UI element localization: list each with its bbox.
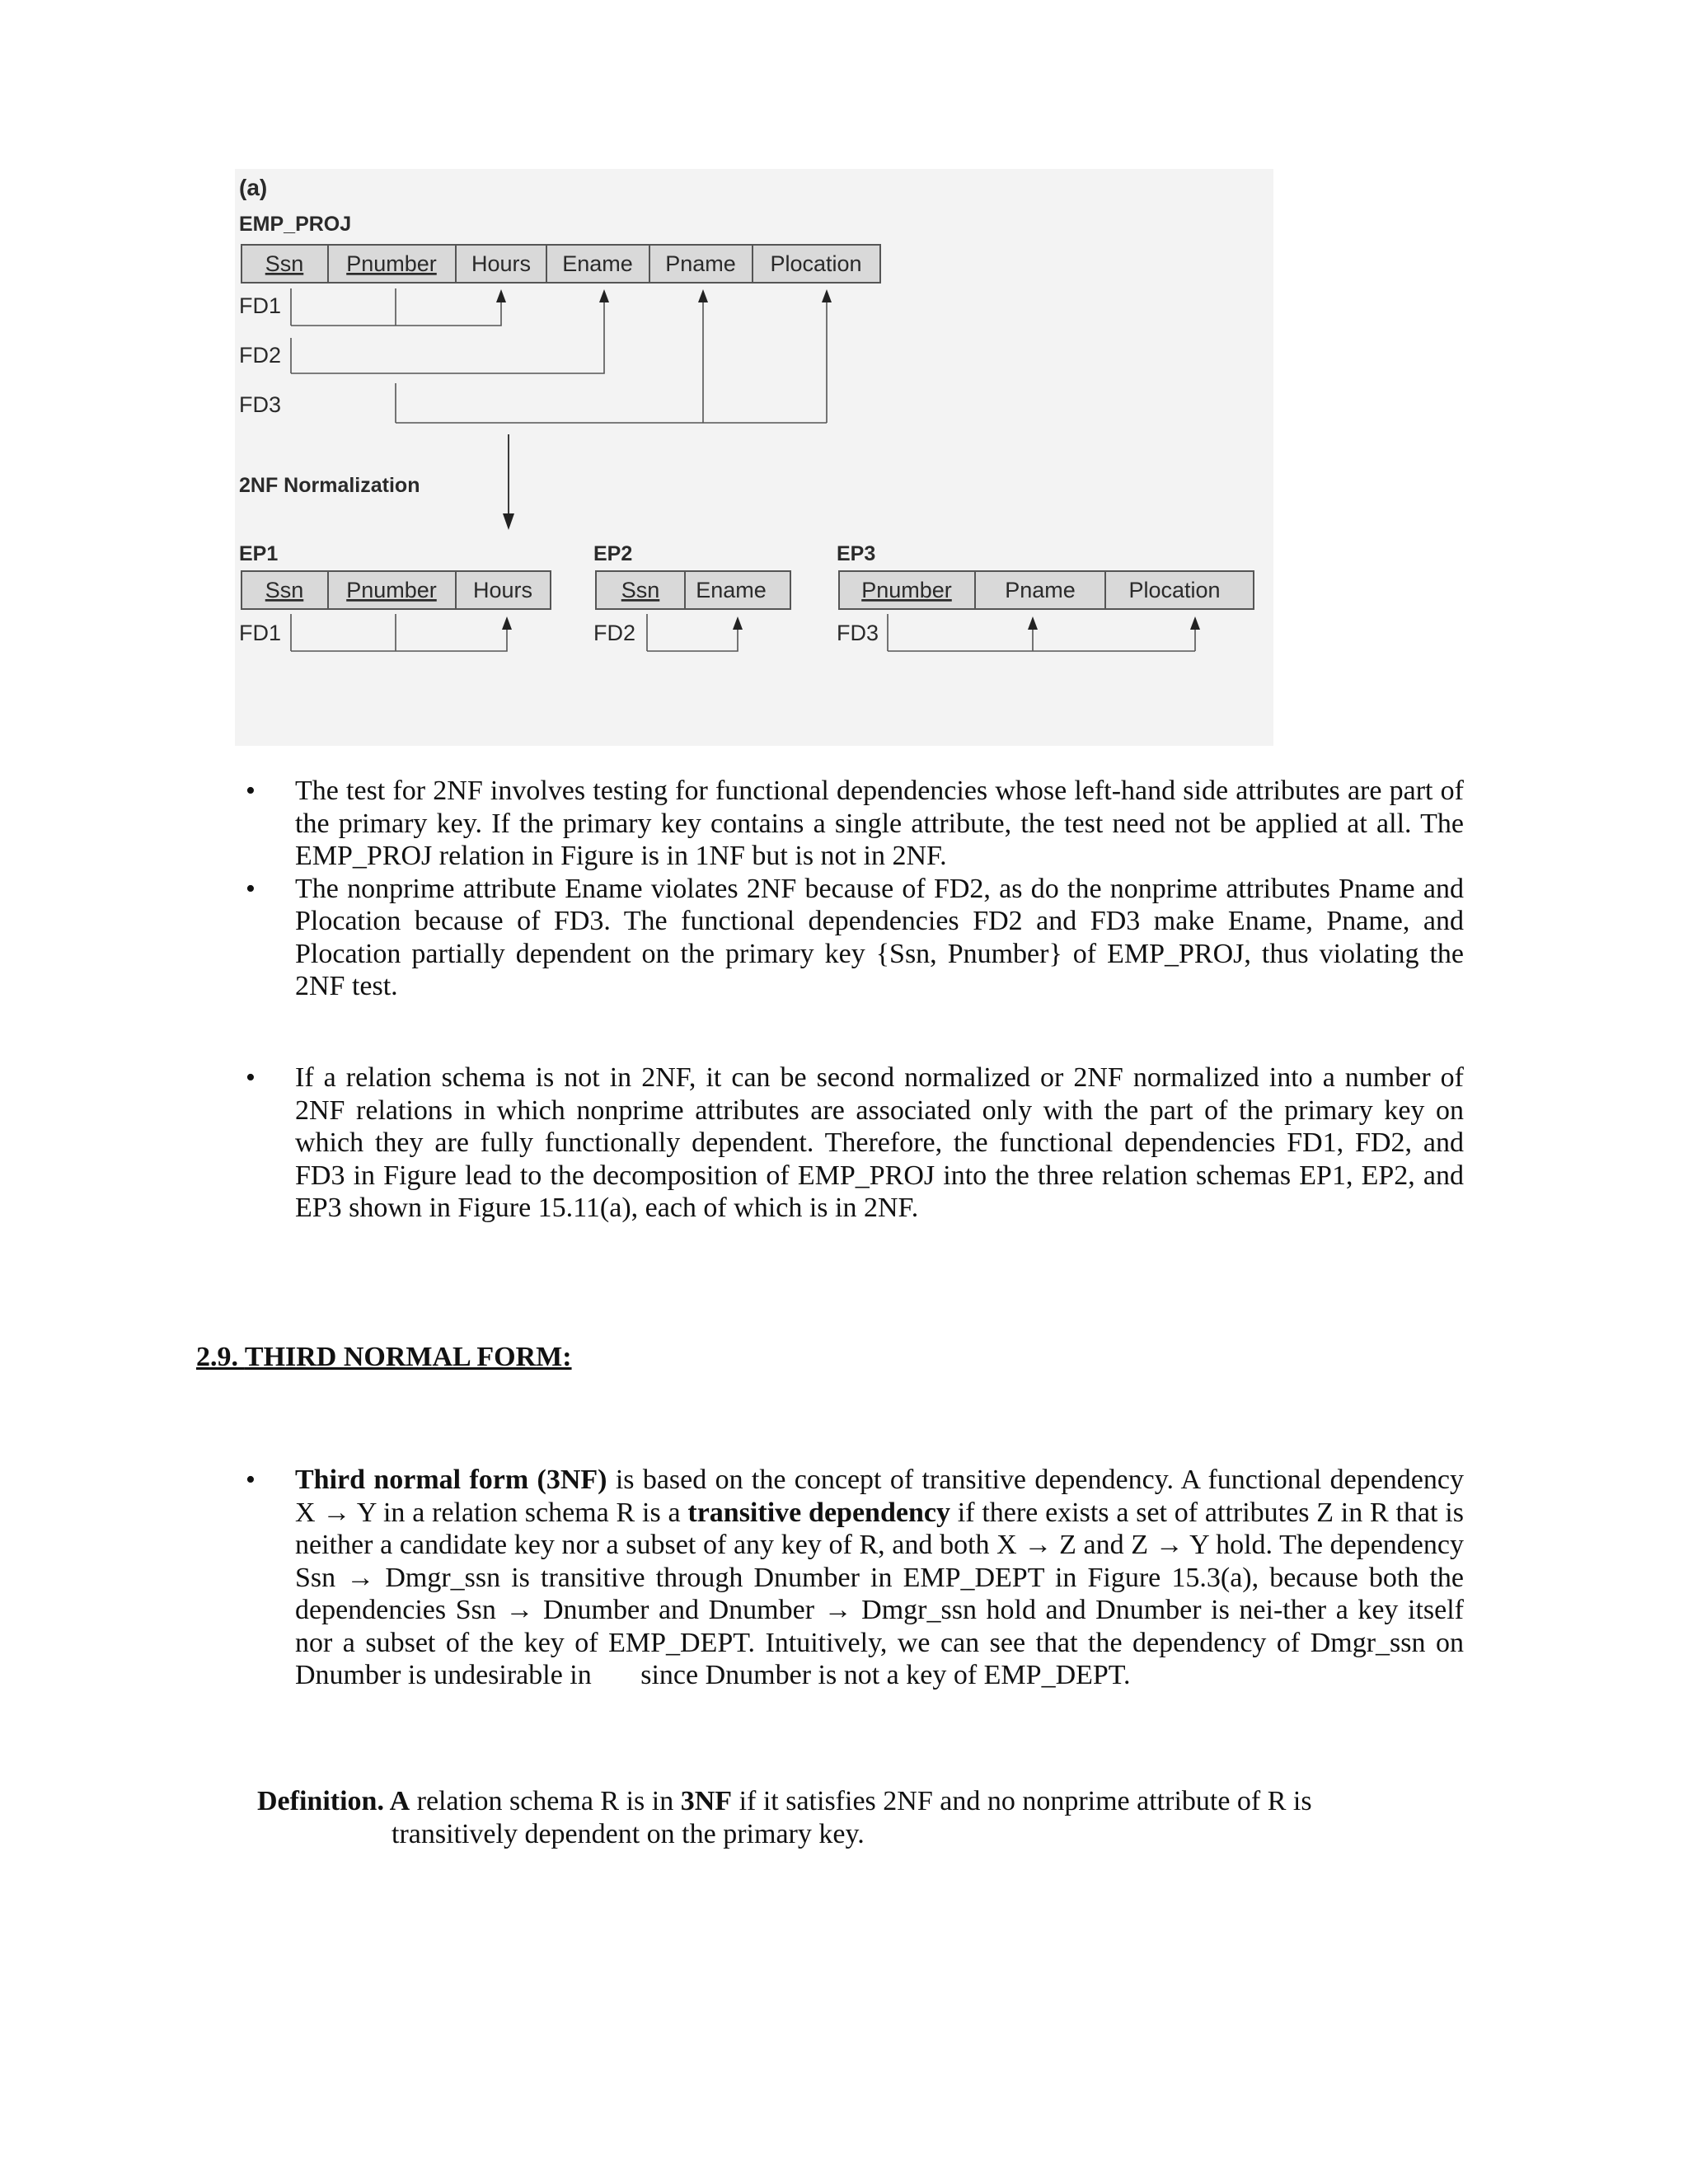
fd2-lines	[291, 289, 609, 373]
definition-text-1: relation schema R is in	[410, 1786, 681, 1816]
bullet-list-2nf-test	[246, 775, 1464, 1003]
ep3-fd-label: FD3	[837, 621, 879, 645]
fd1-label: FD1	[239, 293, 282, 318]
emp-proj-relation	[241, 245, 880, 283]
ep1-attr-ssn: Ssn	[265, 578, 304, 602]
ep1-title: EP1	[239, 542, 279, 565]
bullet-3nf-definition	[246, 1464, 1464, 1692]
ep2-fd-label: FD2	[593, 621, 636, 645]
fd2-arrowhead	[599, 289, 609, 302]
definition-a: A	[383, 1786, 410, 1816]
ep1-fd-label: FD1	[239, 621, 282, 645]
fd3-arrowhead-pname	[698, 289, 708, 302]
ep2-attr-ssn: Ssn	[621, 578, 660, 602]
bullet-list-3nf	[246, 1464, 1464, 1692]
definition-3nf	[257, 1785, 1465, 1851]
ep3-relation	[839, 571, 1254, 609]
fd1-arrowhead	[496, 289, 506, 302]
definition-text-3: transitively dependent on the primary key.	[392, 1819, 865, 1849]
section-number: 2.9.	[196, 1342, 238, 1372]
ep3-attr-pname: Pname	[1005, 578, 1076, 602]
emp-proj-attr-ename: Ename	[562, 251, 633, 276]
fd3-lines	[396, 289, 832, 423]
emp-proj-attr-plocation: Plocation	[770, 251, 862, 276]
ep3-fd-lines	[888, 614, 1200, 651]
ep1-fd-lines	[291, 614, 512, 651]
definition-text-2: if it satisfies 2NF and no nonprime attribute of R is	[732, 1786, 1312, 1816]
bullet-list-decomposition	[246, 1062, 1464, 1225]
definition-term-3nf: 3NF	[680, 1786, 733, 1816]
normalization-arrow	[503, 434, 514, 530]
ep3-title: EP3	[837, 542, 876, 565]
emp-proj-title: EMP_PROJ	[239, 213, 352, 236]
emp-proj-attr-ssn: Ssn	[265, 251, 304, 276]
ep1-attr-pnumber: Pnumber	[346, 578, 437, 602]
ep3-attr-pnumber: Pnumber	[861, 578, 952, 602]
emp-proj-attr-pname: Pname	[665, 251, 736, 276]
term-transitive-dependency: transitive dependency	[687, 1497, 950, 1528]
section-heading	[196, 1342, 572, 1373]
bullet-3nf-text-2: if there exists a set of attributes Z in R that is neither a candidate key nor a subset of any key of R, and both X → Z and Z → Y hold. The dependency Ssn → Dmgr_ssn is transitive through Dnumber in EMP_DEPT in Figure 15.3(a), because both the dependencies Ssn → Dnumber and Dnumber → Dmgr_ssn hold and Dnumber is nei-ther a key itself nor a subset of the key of EMP_DEPT. Intuitively, we can see that the dependency of Dmgr_ssn on Dnumber is undesirable in since Dnumber is not a key of EMP_DEPT.	[295, 1497, 1464, 1690]
ep3-attr-plocation: Plocation	[1128, 578, 1221, 602]
fd2-label: FD2	[239, 343, 282, 368]
ep1-attr-hours: Hours	[472, 578, 533, 602]
section-title: THIRD NORMAL FORM:	[244, 1342, 572, 1372]
fd1-lines	[291, 288, 506, 326]
ep2-attr-ename: Ename	[696, 578, 767, 602]
normalization-diagram	[235, 169, 1273, 746]
ep1-relation	[241, 571, 551, 609]
normalization-figure	[235, 169, 1273, 746]
normalization-label: 2NF Normalization	[239, 474, 420, 497]
term-third-normal-form: Third normal form (3NF)	[295, 1465, 607, 1495]
bullet-2nf-decomposition: • If a relation schema is not in 2NF, it can be second normalized or 2NF normalized into a number of 2NF relations in which nonprime attributes are associated only with the part of the primary key on which they are fully functionally dependent. Therefore, the functional dependencies FD1, FD2, and FD3 in Figure lead to the decomposition of EMP_PROJ into the three relation schemas EP1, EP2, and EP3 shown in Figure 15.11(a), each of which is in 2NF.	[246, 1062, 1464, 1225]
ep2-title: EP2	[593, 542, 633, 565]
bullet-2nf-violation: • The nonprime attribute Ename violates 2NF because of FD2, as do the nonprime attributes Pname and Plocation because of FD3. The functional dependencies FD2 and FD3 make Ename, Pname, and Plocation partially dependent on the primary key {Ssn, Pnumber} of EMP_PROJ, thus violating the 2NF test.	[246, 873, 1464, 1003]
ep2-fd-lines	[647, 614, 743, 651]
bullet-3nf-text-1: is based on the concept of transitive dependency. A functional dependency X → Y in a relation schema R is a	[295, 1465, 1464, 1528]
fd3-label: FD3	[239, 392, 282, 417]
definition-label: Definition.	[257, 1786, 384, 1816]
bullet-2nf-test: • The test for 2NF involves testing for functional dependencies whose left-hand side attributes are part of the primary key. If the primary key contains a single attribute, the test need not be applied at all. The EMP_PROJ relation in Figure is in 1NF but is not in 2NF.	[246, 775, 1464, 873]
figure-panel-label: (a)	[239, 175, 268, 200]
emp-proj-attr-pnumber: Pnumber	[346, 251, 437, 276]
ep2-relation	[596, 571, 790, 609]
fd3-arrowhead-plocation	[822, 289, 832, 302]
emp-proj-attr-hours: Hours	[471, 251, 532, 276]
